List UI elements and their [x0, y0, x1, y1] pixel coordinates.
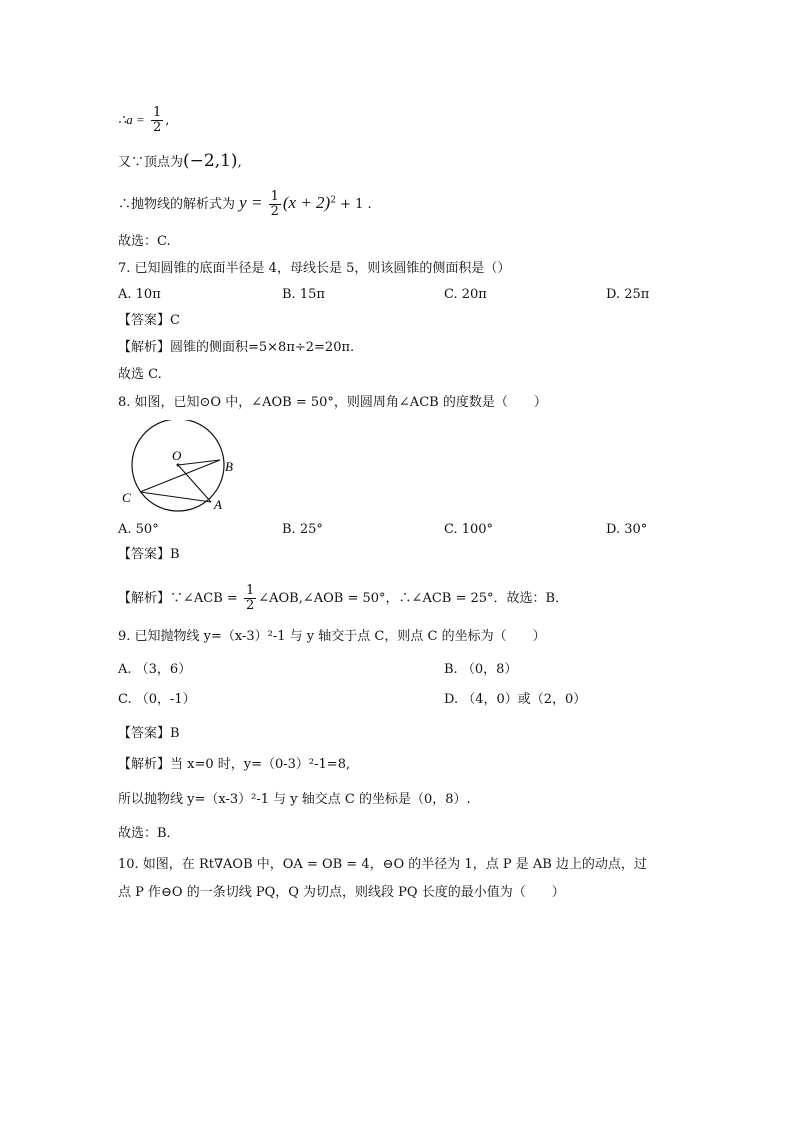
q9-choose: 故选：B． — [118, 826, 180, 841]
fraction: $\frac{1}{2}$ — [270, 189, 279, 219]
label-a: A — [214, 497, 222, 512]
q8-option-c: C. 100° — [444, 522, 494, 537]
q10-line-2: 点 P 作⊖O 的一条切线 PQ，Q 为切点，则线段 PQ 长度的最小值为（ ） — [118, 885, 565, 900]
q7-option-d: D. 25π — [606, 287, 650, 302]
q7-stem: 7. 已知圆锥的底面半径是 4，母线长是 5，则该圆锥的侧面积是（） — [118, 261, 511, 276]
vertex-value: (−2,1) — [183, 151, 238, 171]
q8-option-a: A. 50° — [118, 522, 159, 537]
q7-choose: 故选 C. — [118, 367, 162, 382]
q9-option-c: C. （0，-1） — [118, 692, 196, 707]
label-b: B — [225, 459, 233, 474]
q9-analysis: 【解析】当 x=0 时，y=（0-3）²-1=8, — [118, 757, 351, 772]
sol6-vertex-line: 又∵顶点为(−2,1), — [118, 151, 242, 171]
q8-stem: 8. 如图，已知⊙O 中，∠AOB = 50°，则圆周角∠ACB 的度数是（ ） — [118, 395, 547, 410]
q7-option-a: A. 10π — [118, 287, 161, 302]
q8-circle-figure — [118, 420, 248, 520]
sol6-choose: 故选：C. — [118, 234, 171, 249]
sol6-a-label: ∴a = — [118, 112, 145, 127]
center-dot — [177, 464, 180, 467]
q9-option-d: D. （4，0）或（2，0） — [444, 692, 587, 707]
q7-analysis: 【解析】圆锥的侧面积=5×8π÷2=20π. — [118, 340, 355, 355]
q7-option-c: C. 20π — [444, 287, 487, 302]
q8-analysis: 【解析】∵∠ACB = $\frac{1}{2}$ ∠AOB,∠AOB = 50°，∴∠ACB = 25°．故选：B． — [118, 583, 569, 613]
fraction: $\frac{1}{2}$ — [152, 105, 162, 135]
sol6-expr-line: ∴抛物线的解析式为 y = $\frac{1}{2}$ $(x + 2)^2 + 1$ . — [118, 189, 372, 219]
q8-answer: 【答案】B — [118, 547, 180, 562]
q9-option-a: A. （3，6） — [118, 662, 192, 677]
q9-stem: 9. 已知抛物线 y=（x-3）²-1 与 y 轴交于点 C，则点 C 的坐标为（ ） — [118, 629, 546, 644]
segment-ca — [140, 492, 211, 502]
q10-line-1: 10. 如图，在 Rt∇AOB 中，OA = OB = 4，⊖O 的半径为 1，点 P 是 AB 边上的动点，过 — [118, 857, 647, 872]
label-o: O — [172, 448, 182, 463]
label-c: C — [122, 490, 131, 505]
q9-answer: 【答案】B — [118, 726, 180, 741]
q9-analysis-2: 所以抛物线 y=（x-3）²-1 与 y 轴交点 C 的坐标是（0，8）. — [118, 792, 471, 807]
q7-option-b: B. 15π — [282, 287, 325, 302]
q8-option-b: B. 25° — [282, 522, 323, 537]
fraction: $\frac{1}{2}$ — [245, 583, 255, 613]
q9-option-b: B. （0，8） — [444, 662, 518, 677]
q8-option-d: D. 30° — [606, 522, 648, 537]
q7-answer: 【答案】C — [118, 313, 180, 328]
sol6-a-line: ∴a = $\frac{1}{2}$ , — [118, 105, 170, 135]
